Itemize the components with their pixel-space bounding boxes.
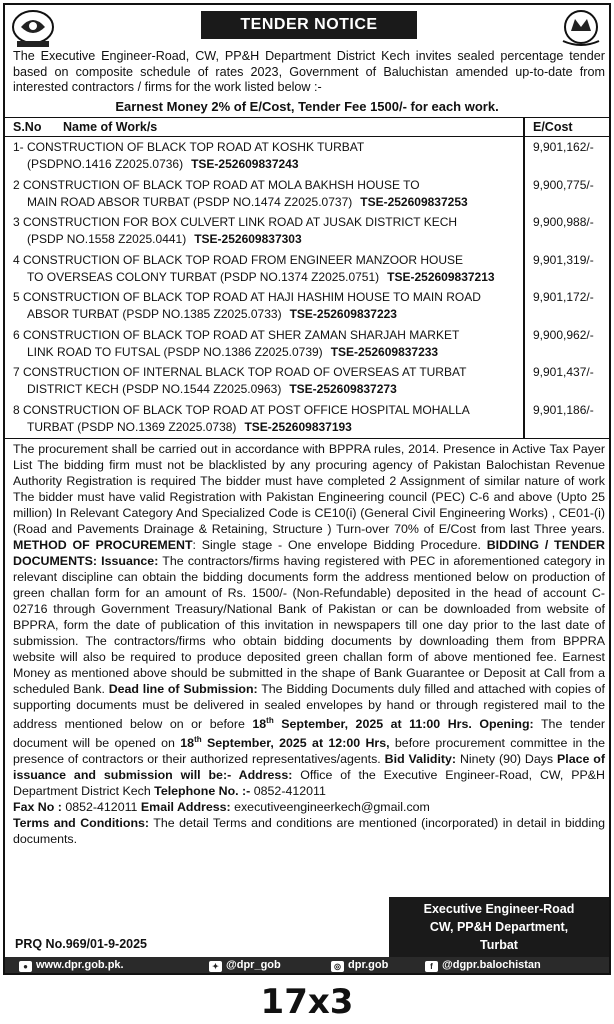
signature-line2: CW, PP&H Department,	[429, 920, 569, 934]
work-subtitle	[13, 231, 523, 248]
instagram-icon: ◎	[331, 961, 344, 972]
table-row	[13, 364, 523, 398]
works-table	[5, 139, 609, 439]
tse-number: TSE-252609837303	[194, 232, 302, 246]
globe-icon: ●	[19, 961, 32, 972]
work-title: 5 CONSTRUCTION OF BLACK TOP ROAD AT HAJI HASHIM HOUSE TO MAIN ROAD	[13, 290, 481, 304]
tse-number: TSE-252609837253	[360, 194, 468, 209]
work-title: 6 CONSTRUCTION OF BLACK TOP ROAD AT SHER ZAMAN SHARJAH MARKET	[13, 327, 460, 342]
twitter-icon: ✦	[209, 961, 222, 972]
work-subtitle	[13, 419, 523, 436]
work-subtitle	[13, 269, 523, 286]
balochistan-emblem-icon	[9, 9, 57, 49]
page-title: TENDER NOTICE	[201, 11, 417, 39]
psdp-ref: (PSDP NO.1558 Z2025.0441)	[27, 232, 187, 246]
signature-line3: Turbat	[480, 938, 518, 952]
table-row	[13, 214, 523, 248]
work-cost: 9,901,186/-	[533, 402, 594, 417]
tse-number: TSE-252609837223	[289, 307, 397, 321]
footer-bar	[5, 957, 609, 973]
work-title: 7 CONSTRUCTION OF INTERNAL BLACK TOP ROAD OF OVERSEAS AT TURBAT	[13, 365, 467, 379]
table-row	[13, 177, 523, 211]
work-cost: 9,901,172/-	[533, 290, 594, 304]
psdp-ref: LINK ROAD TO FUTSAL (PSDP NO.1386 Z2025.0739)	[27, 344, 323, 359]
work-cost: 9,900,988/-	[533, 215, 594, 229]
work-cost: 9,901,162/-	[533, 140, 594, 154]
work-title: 4 CONSTRUCTION OF BLACK TOP ROAD FROM ENGINEER MANZOOR HOUSE	[13, 252, 464, 267]
signature-block	[389, 897, 609, 957]
table-row	[13, 139, 523, 173]
footer-twitter[interactable]: ✦ @dpr_gob	[209, 957, 281, 973]
psdp-ref: DISTRICT KECH (PSDP NO.1544 Z2025.0963)	[27, 382, 282, 396]
work-cost: 9,900,962/-	[533, 327, 594, 342]
footer-facebook[interactable]: f @dgpr.balochistan	[425, 957, 541, 973]
col-name: Name of Work/s	[63, 120, 158, 134]
col-sno: S.No	[13, 120, 42, 134]
tse-number: TSE-252609837233	[330, 344, 439, 359]
work-subtitle	[13, 344, 523, 361]
psdp-ref: TURBAT (PSDP NO.1369 Z2025.0738)	[27, 419, 237, 434]
table-row	[13, 289, 523, 323]
tse-number: TSE-252609837213	[387, 269, 495, 284]
earnest-money-line: Earnest Money 2% of E/Cost, Tender Fee 1500/- for each work.	[115, 99, 499, 114]
tse-number: TSE-252609837273	[289, 382, 397, 396]
work-subtitle	[13, 306, 523, 323]
dgpr-emblem-icon	[557, 9, 605, 49]
footer-website[interactable]: ● www.dpr.gob.pk.	[19, 957, 124, 973]
ad-size-label: 17x3	[260, 982, 354, 1022]
work-cost: 9,901,319/-	[533, 252, 594, 267]
psdp-ref: TO OVERSEAS COLONY TURBAT (PSDP NO.1374 Z2025.0751)	[27, 269, 380, 284]
tse-number: TSE-252609837193	[244, 419, 352, 434]
work-subtitle	[13, 381, 523, 398]
psdp-ref: (PSDPNO.1416 Z2025.0736)	[27, 157, 184, 171]
work-title: 3 CONSTRUCTION FOR BOX CULVERT LINK ROAD AT JUSAK DISTRICT KECH	[13, 215, 458, 229]
work-title: 2 CONSTRUCTION OF BLACK TOP ROAD AT MOLA BAKHSH HOUSE TO	[13, 177, 420, 192]
intro-paragraph: The Executive Engineer-Road, CW, PP&H Department District Kech invites sealed percentage tender based on composite schedule of rates 2023, Government of Baluchistan amended up-to-date from interested contractors / firms for the work listed below :-	[13, 49, 605, 94]
work-subtitle	[13, 194, 523, 211]
work-cost: 9,901,437/-	[533, 365, 594, 379]
work-cost: 9,900,775/-	[533, 177, 594, 192]
facebook-icon: f	[425, 961, 438, 972]
procurement-details: The procurement shall be carried out in accordance with BPPRA rules, 2014. Presence in Active Tax Payer List The bidding firm must not be blacklisted by any procuring agency of Pakistan Balochistan Revenue Authority Registration is required The bidder must have completed 2 Assignment of similar nature of work The bidder must have valid Registration with Pakistan Engineering council (PEC) C-6 and above (Upto 25 million) In Relevant Category And Specialized Code is CE10(i) (General Civil Engineering Works) , CE01-(i) (Road and Pavements Drainage & Retaining, Structure ) Turn-over 70% of E/Cost from last Three years. METHOD OF PROCUREMENT: Single stage - One envelope Bidding Procedure. BIDDING / TENDER DOCUMENTS: Issuance: The contractors/firms having registered with PEC in aforementioned category in relevant discipline can obtain the bidding documents form the address mentioned below on production of green challan form for an amount of Rs. 1500/- (Non-Refundable) deposited in the head of account C-02716 through Government Treasury/National Bank of Pakistan or can be downloaded from website of BPPRA, form the date of publication of this invitation in newspapers till one day prior to the last date of submission. The contractors/firms who obtain bidding documents by downloading them from BPPRA website will also be required to produce deposited green challan form of above mentioned fee. Earnest Money as mentioned above should be submitted in the shape of Bank Guarantee or Deposit at Call from a scheduled Bank. Dead line of Submission: The Bidding Documents duly filled and attached with copies of supporting documents must be delivered in sealed envelopes by hand or through registered mail to the address mentioned below on or before 18th September, 2025 at 11:00 Hrs. Opening: The tender document will be opened on 18th September, 2025 at 12:00 Hrs, before procurement committee in the presence of contractors or their authorized representatives/agents. Bid Validity: Ninety (90) Days Place of issuance and submission will be:- Address: Office of the Executive Engineer-Road, CW, PP&H Department District Kech Telephone No. :- 0852-412011 Fax No : 0852-412011 Email Address: executiveengineerkech@gmail.com Terms and Conditions: The detail Terms and conditions are mentioned (incorporated) in detail in bidding documents.	[13, 442, 606, 847]
footer-instagram[interactable]: ◎ dpr.gob	[331, 957, 388, 973]
work-title: 8 CONSTRUCTION OF BLACK TOP ROAD AT POST OFFICE HOSPITAL MOHALLA	[13, 402, 470, 417]
table-row	[13, 327, 523, 361]
work-title: 1- CONSTRUCTION OF BLACK TOP ROAD AT KOSHK TURBAT	[13, 140, 365, 154]
tender-notice	[3, 3, 611, 975]
table-row	[13, 252, 523, 286]
psdp-ref: MAIN ROAD ABSOR TURBAT (PSDP NO.1474 Z2025.0737)	[27, 194, 353, 209]
table-header	[5, 117, 609, 137]
signature-line1: Executive Engineer-Road	[423, 902, 575, 916]
col-cost: E/Cost	[533, 120, 573, 134]
tse-number: TSE-252609837243	[191, 157, 299, 171]
work-subtitle	[13, 156, 523, 173]
prq-number: PRQ No.969/01-9-2025	[15, 937, 148, 951]
psdp-ref: ABSOR TURBAT (PSDP NO.1385 Z2025.0733)	[27, 307, 282, 321]
table-row	[13, 402, 523, 436]
